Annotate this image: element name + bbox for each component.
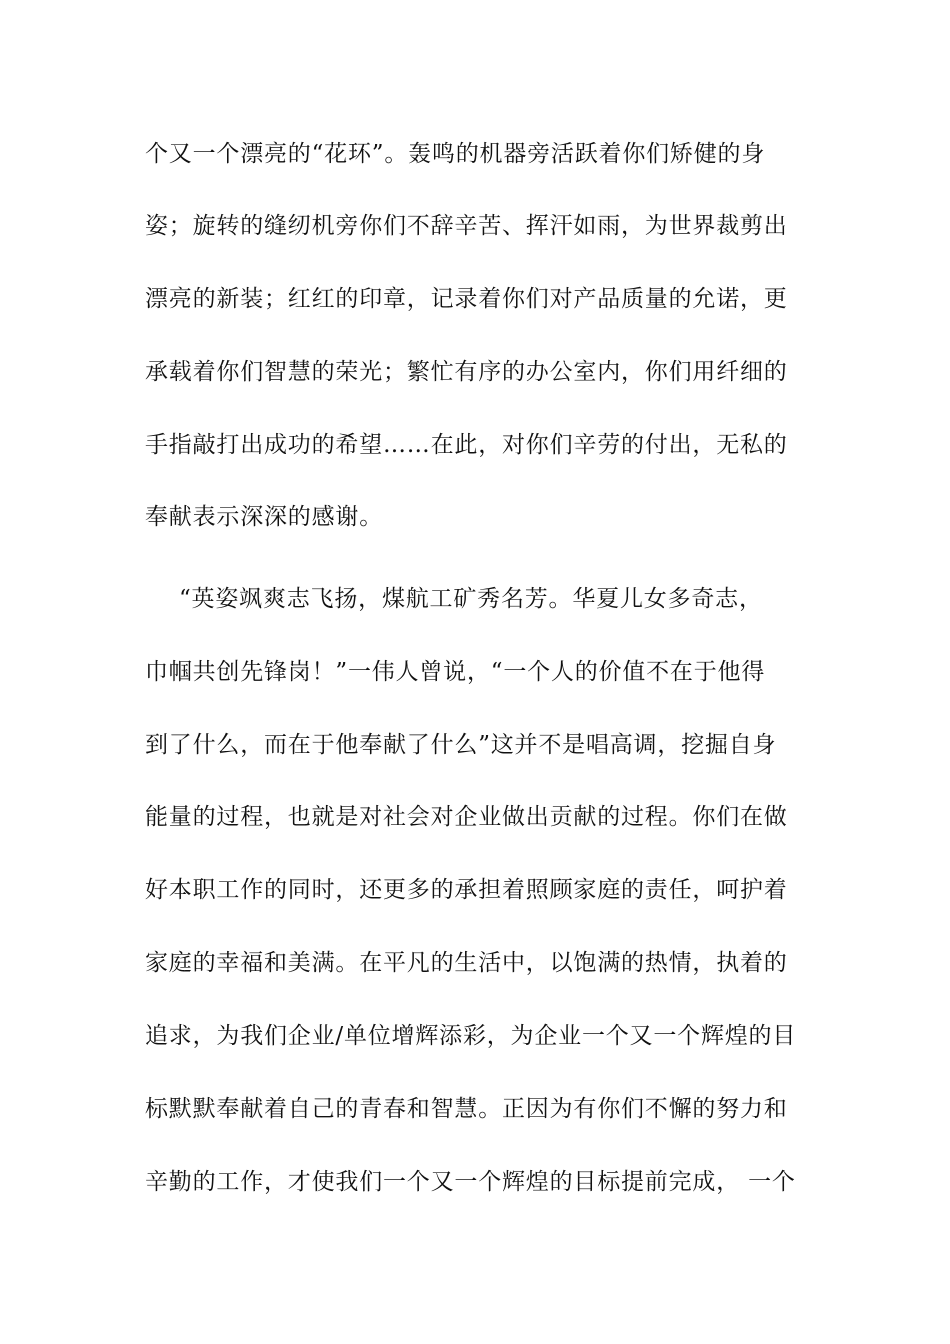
- text-line: 追求，为我们企业/单位增辉添彩，为企业一个又一个辉煌的目: [145, 1023, 797, 1049]
- text-line: 个又一个漂亮的“花环”。轰鸣的机器旁活跃着你们矫健的身: [145, 141, 766, 167]
- text-line: 能量的过程，也就是对社会对企业做出贡献的过程。你们在做: [145, 804, 788, 830]
- text-line: 漂亮的新装；红红的印章，记录着你们对产品质量的允诺，更: [145, 286, 788, 312]
- text-line: 承载着你们智慧的荣光；繁忙有序的办公室内，你们用纤细的: [145, 359, 788, 385]
- text-line: 到了什么，而在于他奉献了什么”这并不是唱高调，挖掘自身: [145, 732, 777, 758]
- text-line: “英姿飒爽志飞扬，煤航工矿秀名芳。华夏儿女多奇志，: [179, 586, 763, 612]
- text-line: 标默默奉献着自己的青春和智慧。正因为有你们不懈的努力和: [145, 1096, 788, 1122]
- text-line: 手指敲打出成功的希望……在此，对你们辛劳的付出，无私的: [145, 432, 788, 458]
- text-line: 家庭的幸福和美满。在平凡的生活中，以饱满的热情，执着的: [145, 950, 788, 976]
- text-line: 好本职工作的同时，还更多的承担着照顾家庭的责任，呵护着: [145, 877, 788, 903]
- text-line: 辛勤的工作，才使我们一个又一个辉煌的目标提前完成， 一个: [145, 1169, 796, 1195]
- text-line: 奉献表示深深的感谢。: [145, 504, 383, 530]
- text-line: 姿；旋转的缝纫机旁你们不辞辛苦、挥汗如雨，为世界裁剪出: [145, 213, 788, 239]
- text-line: 巾帼共创先锋岗！”一伟人曾说，“一个人的价值不在于他得: [145, 659, 766, 685]
